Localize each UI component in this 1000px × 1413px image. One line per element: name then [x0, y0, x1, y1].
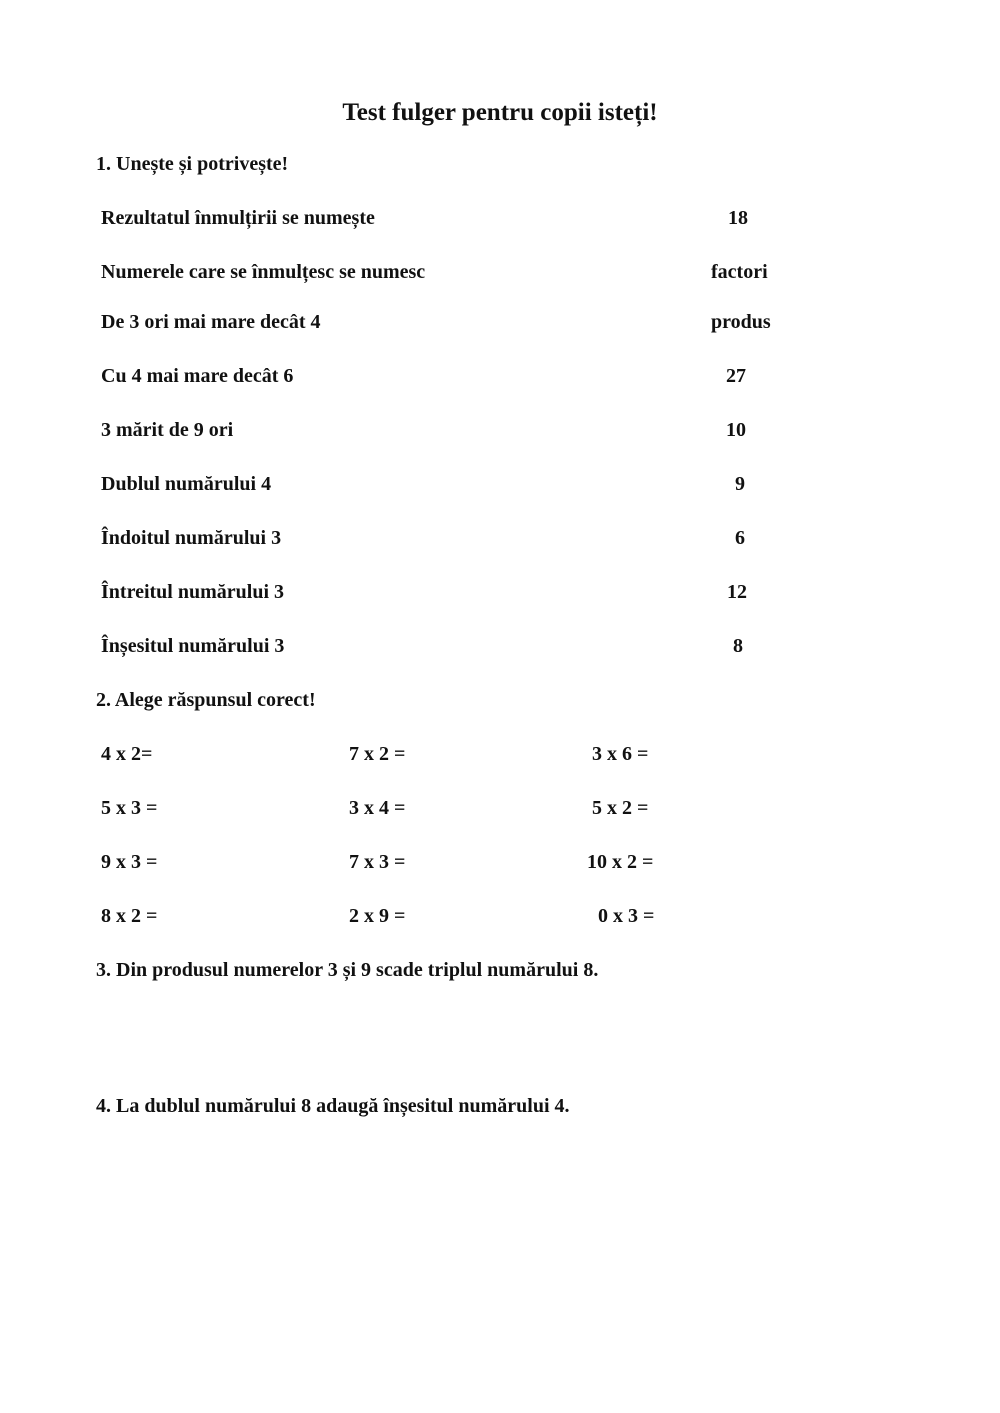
equation: 0 x 3 = [598, 905, 655, 927]
equation: 3 x 6 = [592, 743, 649, 765]
match-right-item: produs [711, 311, 771, 333]
equation: 10 x 2 = [587, 851, 654, 873]
equation: 7 x 2 = [349, 743, 406, 765]
match-left-item: 3 mărit de 9 ori [101, 419, 234, 441]
match-left-item: Îndoitul numărului 3 [101, 527, 282, 549]
match-right-item: 8 [733, 635, 743, 657]
match-right-item: 27 [726, 365, 746, 387]
page-title: Test fulger pentru copii isteți! [342, 99, 658, 126]
match-left-item: Cu 4 mai mare decât 6 [101, 365, 294, 387]
match-right-item: 12 [727, 581, 747, 603]
match-right-item: 10 [726, 419, 746, 441]
equation: 4 x 2= [101, 743, 153, 765]
equation: 8 x 2 = [101, 905, 158, 927]
match-right-item: 18 [728, 207, 748, 229]
equation: 2 x 9 = [349, 905, 406, 927]
match-right-item: factori [711, 261, 768, 283]
equation: 7 x 3 = [349, 851, 406, 873]
section-2-heading: 2. Alege răspunsul corect! [96, 689, 316, 711]
match-left-item: Dublul numărului 4 [101, 473, 272, 495]
match-right-item: 9 [735, 473, 745, 495]
match-left-item: De 3 ori mai mare decât 4 [101, 311, 321, 333]
section-4-heading: 4. La dublul numărului 8 adaugă înșesitul numărului 4. [96, 1095, 570, 1117]
section-3-heading: 3. Din produsul numerelor 3 și 9 scade triplul numărului 8. [96, 959, 599, 981]
equation: 5 x 2 = [592, 797, 649, 819]
match-left-item: Rezultatul înmulțirii se numește [101, 207, 375, 229]
equation: 3 x 4 = [349, 797, 406, 819]
match-left-item: Înșesitul numărului 3 [101, 635, 285, 657]
match-left-item: Întreitul numărului 3 [101, 581, 284, 603]
equation: 9 x 3 = [101, 851, 158, 873]
section-1-heading: 1. Unește și potrivește! [96, 153, 289, 175]
match-left-item: Numerele care se înmulțesc se numesc [101, 261, 426, 283]
equation: 5 x 3 = [101, 797, 158, 819]
match-right-item: 6 [735, 527, 745, 549]
